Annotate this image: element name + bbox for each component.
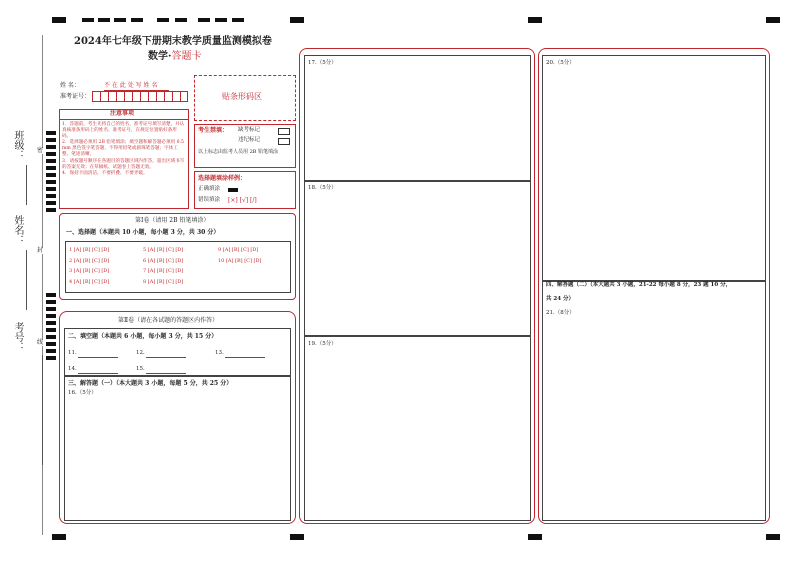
timing-mark	[46, 152, 56, 156]
notice-title: 注意事项	[110, 110, 135, 117]
student-name-label: 姓 名：	[60, 82, 80, 89]
blank-15-line[interactable]	[146, 373, 186, 374]
q17-label: 17.（5分）	[308, 60, 337, 66]
exam-flags-title: 考生禁填：	[198, 127, 229, 134]
side-name-label: 姓名：	[12, 215, 23, 245]
subtitle-prefix: 数学·	[148, 51, 172, 62]
choice-row-10[interactable]: 10 [A] [B] [C] [D]	[218, 258, 262, 264]
timing-mark	[46, 342, 56, 346]
q21-label: 21.（8分）	[546, 310, 575, 316]
choice-row-8[interactable]: 8 [A] [B] [C] [D]	[143, 279, 184, 285]
timing-mark	[215, 18, 227, 22]
timing-mark	[46, 194, 56, 198]
absent-checkbox[interactable]	[278, 128, 290, 135]
blank-13-label: 13.	[215, 350, 224, 356]
choice-row-7[interactable]: 7 [A] [B] [C] [D]	[143, 268, 184, 274]
choice-row-2[interactable]: 2 [A] [B] [C] [D]	[69, 258, 110, 264]
blank-12-label: 12.	[136, 350, 145, 356]
wrong-fill-label: 错误填涂	[198, 197, 221, 203]
notice-item: 1．答题前，考生先将自己的姓名，准考证号填写清楚，并认真核准条形码上的姓名、准考证号，在规定位置贴好条形码。	[62, 122, 185, 140]
timing-mark	[290, 534, 304, 540]
page-subtitle	[148, 52, 201, 62]
blank-15-label: 15.	[136, 366, 145, 372]
solve2-section-title-cont: 共 24 分）	[546, 296, 574, 302]
blank-14-label: 14.	[68, 366, 77, 372]
part2-title: 第Ⅱ卷（请在各试题的答题区内作答）	[118, 317, 219, 324]
exam-no-cells[interactable]	[92, 91, 188, 102]
timing-mark	[46, 356, 56, 360]
timing-mark	[52, 534, 66, 540]
timing-mark	[114, 18, 126, 22]
side-name-line	[26, 250, 27, 310]
notice-divider	[59, 119, 189, 120]
timing-mark	[46, 349, 56, 353]
timing-mark	[46, 131, 56, 135]
timing-mark	[46, 166, 56, 170]
q20-answer-area[interactable]	[542, 55, 766, 281]
choice-row-4[interactable]: 4 [A] [B] [C] [D]	[69, 279, 110, 285]
timing-mark	[46, 307, 56, 311]
side-exam-no-line	[42, 355, 43, 465]
violation-checkbox[interactable]	[278, 138, 290, 145]
q20-label: 20.（5分）	[546, 60, 575, 66]
part1-title: 第Ⅰ卷（请用 2B 铅笔填涂）	[135, 217, 210, 224]
q19-answer-area[interactable]	[304, 336, 531, 521]
notice-item: 3．请按题号顺序在各题目的答题区域内作答，超出区域书写的答案无效；在草稿纸、试题卷上答题无效。	[62, 158, 185, 170]
q17-answer-area[interactable]	[304, 55, 531, 181]
q16-answer-area[interactable]	[64, 376, 291, 521]
timing-mark	[46, 159, 56, 163]
absent-label: 缺考标记	[238, 127, 261, 133]
timing-mark	[232, 18, 244, 22]
timing-mark	[46, 173, 56, 177]
timing-mark	[46, 145, 56, 149]
blank-12-line[interactable]	[146, 357, 186, 358]
choice-row-3[interactable]: 3 [A] [B] [C] [D]	[69, 268, 110, 274]
timing-mark	[46, 335, 56, 339]
notice-items	[62, 122, 186, 177]
timing-mark	[157, 18, 169, 22]
timing-mark	[98, 18, 110, 22]
timing-mark	[46, 208, 56, 212]
choice-row-1[interactable]: 1 [A] [B] [C] [D]	[69, 247, 110, 253]
wrong-fill-marks: [×] [√] [/]	[228, 197, 257, 204]
blank-13-line[interactable]	[225, 357, 265, 358]
seal-char-feng: 封	[37, 247, 44, 254]
timing-mark	[46, 314, 56, 318]
notice-item: 4．保持卡面清洁，不要折叠、不要弄破。	[62, 170, 148, 176]
seal-char-mi: 密	[37, 147, 44, 154]
correct-fill-label: 正确填涂	[198, 186, 221, 192]
student-name-field[interactable]: 不 在 此 处 写 姓 名	[104, 83, 169, 91]
q16-label: 16.（5分）	[68, 390, 97, 396]
correct-fill-mark	[228, 188, 238, 192]
timing-mark	[82, 18, 94, 22]
timing-mark	[46, 328, 56, 332]
timing-mark	[46, 201, 56, 205]
blank-14-line[interactable]	[78, 373, 118, 374]
choice-row-5[interactable]: 5 [A] [B] [C] [D]	[143, 247, 184, 253]
timing-mark	[290, 17, 304, 23]
timing-mark	[46, 321, 56, 325]
q19-label: 19.（5分）	[308, 341, 337, 347]
timing-mark	[528, 534, 542, 540]
blank-11-label: 11.	[68, 350, 77, 356]
page-title: 2024年七年级下册期末教学质量监测模拟卷	[74, 36, 272, 47]
timing-mark	[52, 17, 66, 23]
choice-row-6[interactable]: 6 [A] [B] [C] [D]	[143, 258, 184, 264]
timing-mark	[46, 180, 56, 184]
seal-char-xian: 线	[37, 339, 44, 346]
side-exam-no-label: 考号：	[12, 322, 23, 352]
timing-mark	[766, 534, 780, 540]
solve2-section-title: 四、解答题（二）（本大题共 3 小题，21-22 每小题 8 分，23 题 10 分，	[546, 282, 732, 288]
timing-mark	[46, 187, 56, 191]
choice-section-title: 一、选择题（本题共 10 小题，每小题 3 分，共 30 分）	[66, 229, 220, 236]
subtitle-answer-sheet: 答题卡	[171, 51, 202, 62]
timing-mark	[46, 293, 56, 297]
blank-11-line[interactable]	[78, 357, 118, 358]
choice-row-9[interactable]: 9 [A] [B] [C] [D]	[218, 247, 259, 253]
timing-mark	[131, 18, 143, 22]
timing-mark	[766, 17, 780, 23]
fill-sample-title: 选择题填涂样例：	[198, 175, 247, 182]
exam-flags-note: 以上标志由监考人员用 2B 铅笔填涂	[198, 149, 279, 155]
side-class-line	[26, 165, 27, 205]
q18-answer-area[interactable]	[304, 181, 531, 336]
q18-label: 18.（5分）	[308, 185, 337, 191]
barcode-label: 贴条形码区	[222, 92, 262, 101]
timing-mark	[46, 138, 56, 142]
violation-label: 违纪标记	[238, 137, 261, 143]
exam-no-label: 准考证号：	[60, 93, 91, 100]
notice-item: 2．选择题必须用 2B 铅笔填涂；填空题和解答题必须用 0.5 mm 黑色签字笔答题，不得用铅笔或圆珠笔答题；字体工整、笔迹清晰。	[62, 140, 184, 158]
side-class-label: 班级：	[12, 130, 23, 160]
timing-mark	[528, 17, 542, 23]
timing-mark	[175, 18, 187, 22]
timing-mark	[198, 18, 210, 22]
fill-section-title: 二、填空题（本题共 6 小题，每小题 3 分，共 15 分）	[68, 333, 218, 340]
q21-answer-area[interactable]	[542, 281, 766, 521]
solve1-section-title: 三、解答题（一）（本大题共 3 小题，每题 5 分，共 25 分）	[68, 380, 233, 387]
timing-mark	[46, 300, 56, 304]
